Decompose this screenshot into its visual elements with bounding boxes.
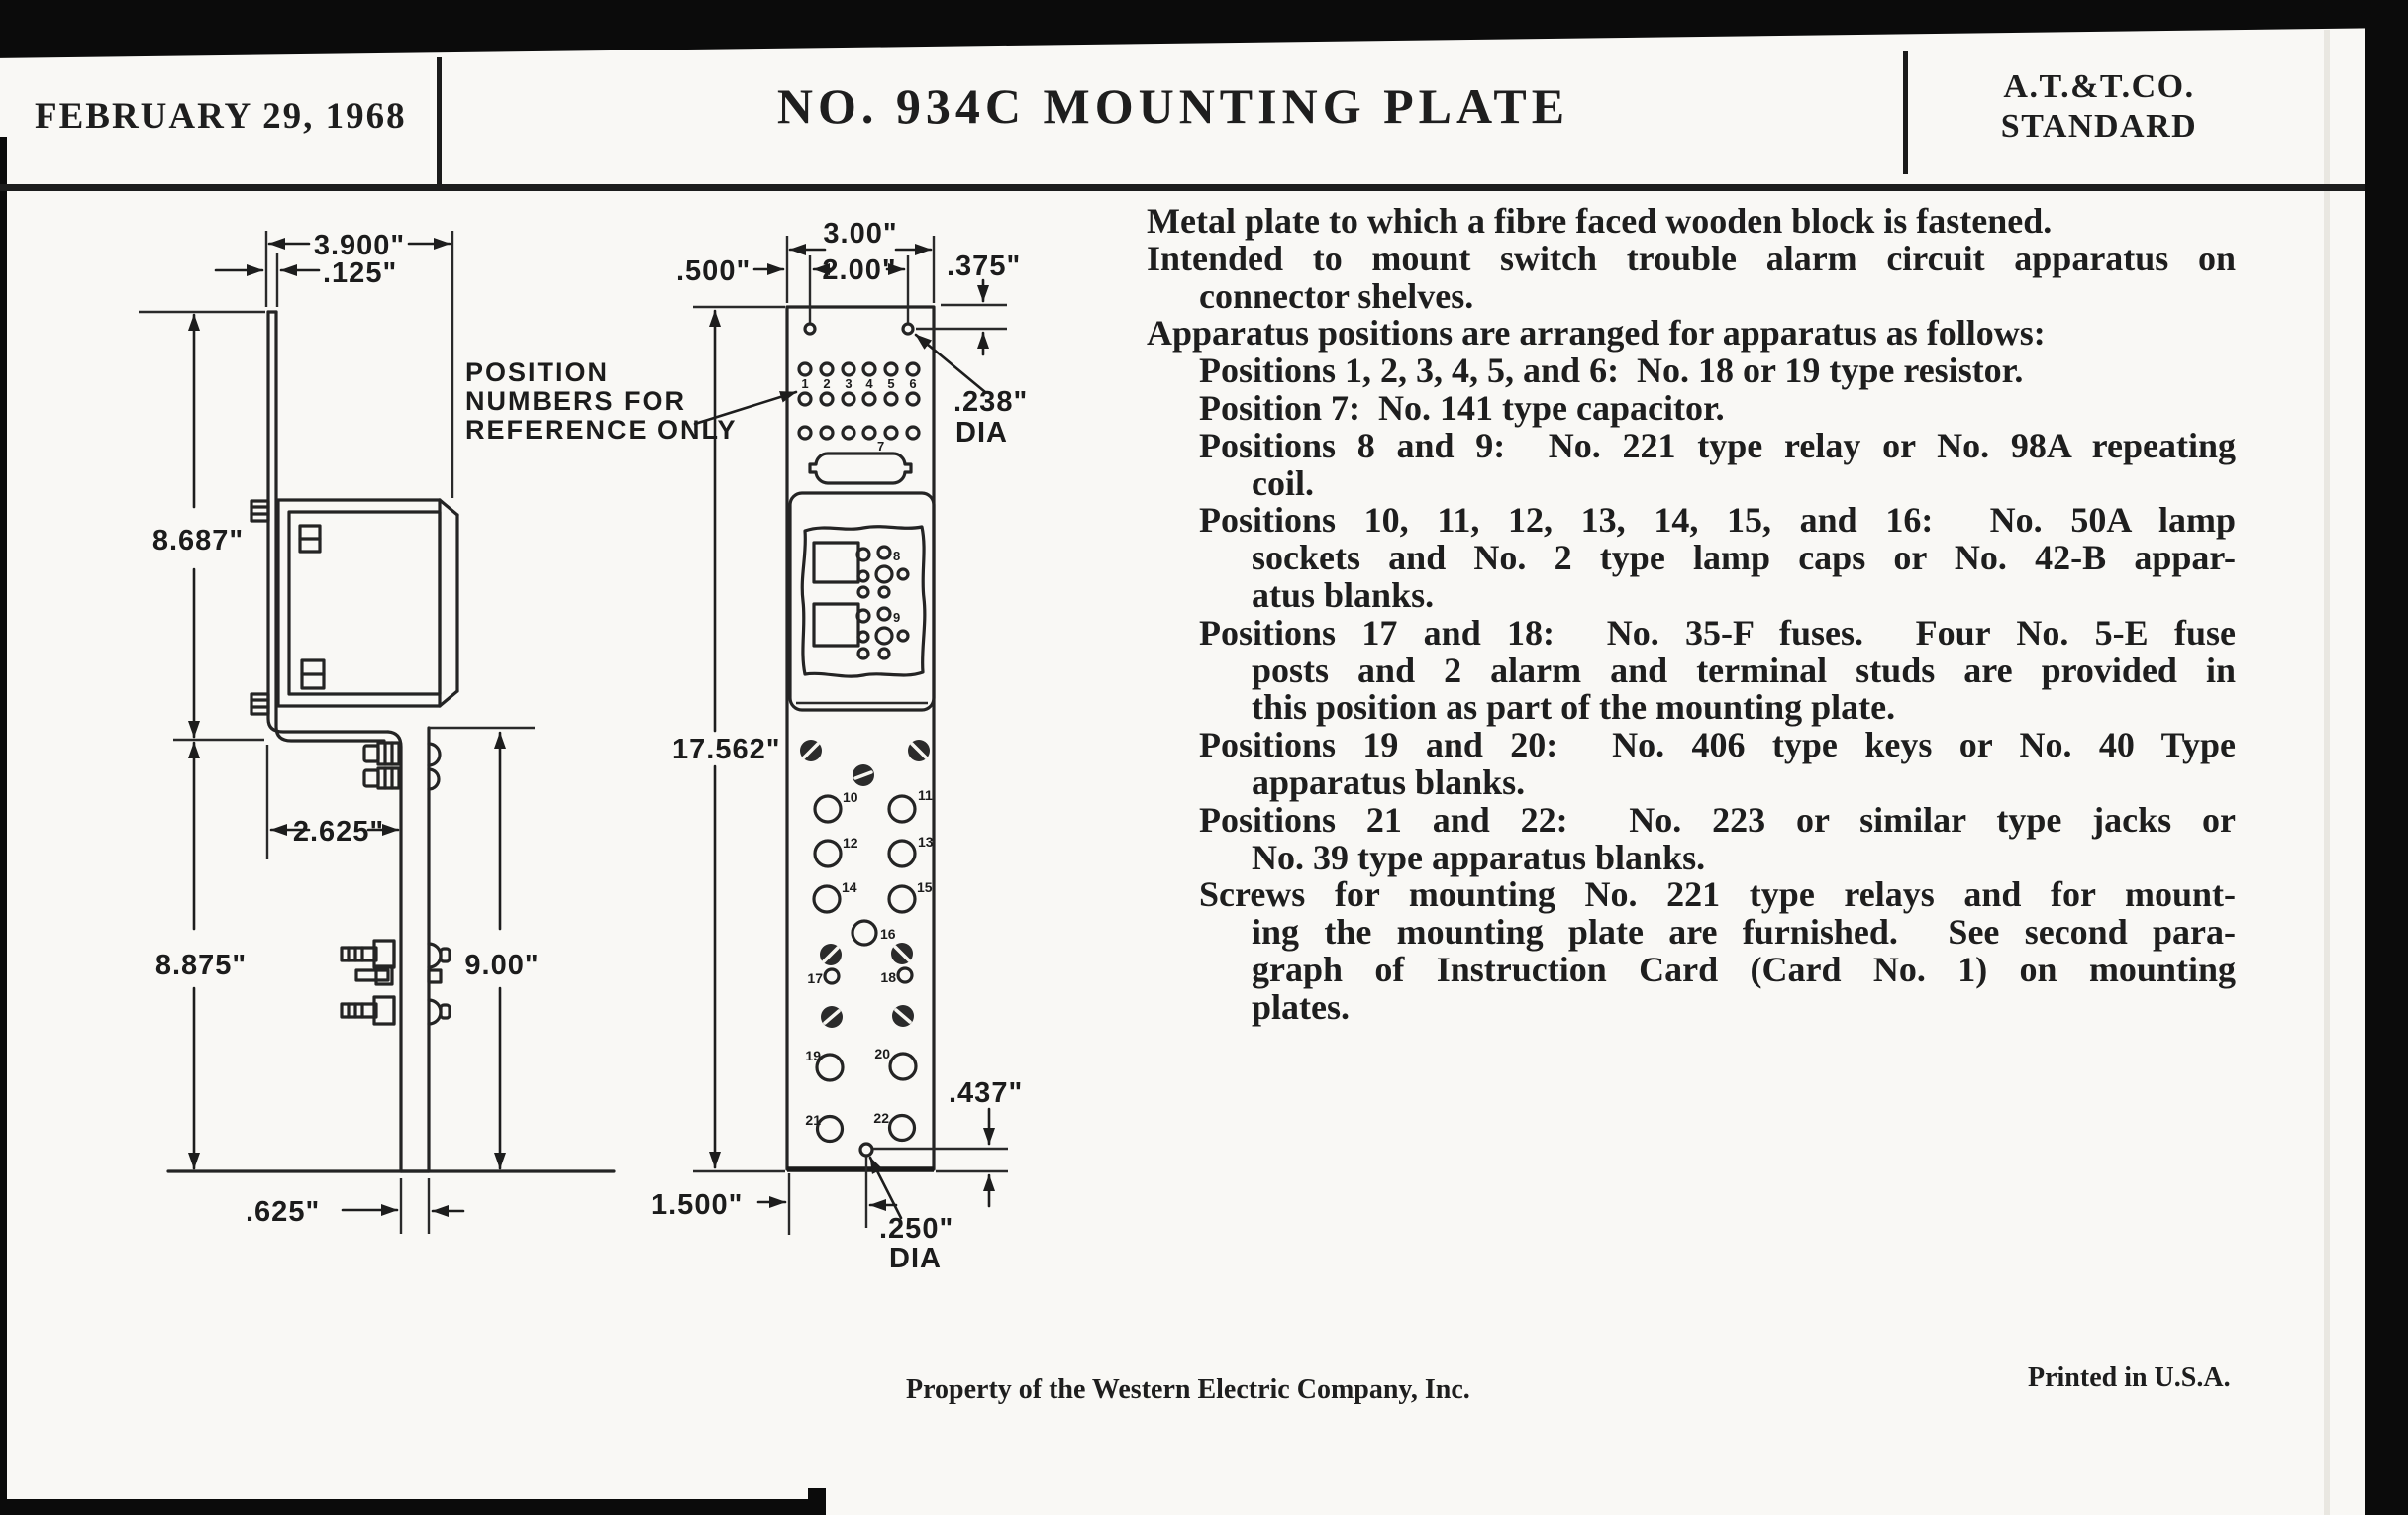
- lamp-socket-positions: [814, 787, 934, 945]
- dim-edge-offset: [676, 255, 783, 287]
- position-label: 4: [865, 376, 873, 391]
- dim-bar-width: [246, 1178, 463, 1234]
- dim-label: 9.00": [464, 950, 540, 981]
- position-label: 15: [917, 879, 933, 895]
- key-positions: [805, 1046, 916, 1080]
- spec-line: Positions 10, 11, 12, 13, 14, 15, and 16: No. 50A lamp: [1199, 500, 2236, 541]
- dim-label: 17.562": [672, 734, 781, 765]
- printed-in-usa: Printed in U.S.A.: [2028, 1363, 2231, 1393]
- bottom-mounting-hole: [860, 1144, 872, 1156]
- position-label: 9: [893, 610, 901, 625]
- dim-lower-height-left: [155, 743, 247, 1168]
- dim-label: 3.900": [313, 230, 406, 261]
- issue-date: FEBRUARY 29, 1968: [35, 96, 407, 137]
- side-block-clips: [300, 526, 324, 688]
- plate-screws-upper: [800, 740, 930, 786]
- capacitor-slot: [810, 439, 911, 483]
- note-line: NUMBERS FOR: [465, 386, 686, 416]
- org-standard: STANDARD: [2000, 108, 2198, 145]
- spec-line: Positions 8 and 9: No. 221 type relay or No. 98A repeating: [1199, 425, 2236, 465]
- relay-position-9: [814, 604, 908, 658]
- position-label: 14: [842, 879, 857, 895]
- position-label: 11: [918, 787, 933, 803]
- dim-label: 8.875": [154, 950, 248, 981]
- jack-positions: [805, 1110, 914, 1142]
- spec-line: Metal plate to which a fibre faced wooden block is fastened.: [1147, 201, 2053, 241]
- spec-line: sockets and No. 2 type lamp caps or No. 42-B appar-: [1252, 538, 2236, 578]
- spec-line: connector shelves.: [1199, 275, 1474, 316]
- dim-bottom-hole-dia: [870, 1158, 953, 1274]
- spec-line: Position 7: No. 141 type capacitor.: [1199, 387, 1725, 428]
- dim-label: 2.00": [822, 254, 897, 286]
- spec-line: Screws for mounting No. 221 type relays and for mount-: [1199, 874, 2236, 915]
- relay-position-8: [814, 543, 908, 597]
- top-mounting-holes: [805, 324, 913, 334]
- spec-line: plates.: [1252, 986, 1350, 1027]
- position-label: 13: [918, 834, 934, 850]
- spec-line: coil.: [1252, 462, 1314, 503]
- page-title: NO. 934C MOUNTING PLATE: [776, 78, 1570, 134]
- dim-label: DIA: [889, 1243, 942, 1274]
- note-line: POSITION: [465, 357, 610, 387]
- dim-label: .437": [949, 1077, 1024, 1109]
- reference-note: [465, 357, 796, 445]
- position-label: 5: [887, 376, 895, 391]
- wood-block: [790, 493, 934, 710]
- resistor-holes: [799, 363, 919, 439]
- dim-label: .250": [879, 1213, 954, 1245]
- spec-line: graph of Instruction Card (Card No. 1) on mounting: [1252, 949, 2236, 989]
- dim-label: 2.625": [292, 816, 385, 848]
- dim-label: 1.500": [652, 1189, 744, 1221]
- position-label: 17: [807, 970, 823, 986]
- spec-line: apparatus blanks.: [1252, 761, 1526, 802]
- position-label: 21: [805, 1112, 821, 1128]
- position-label: 19: [805, 1048, 821, 1063]
- dim-hole-spacing: [810, 254, 908, 323]
- front-view: [465, 218, 1028, 1274]
- position-label: 10: [843, 789, 858, 805]
- position-label: 8: [893, 549, 901, 563]
- dim-label: 3.00": [823, 218, 898, 250]
- property-notice: Property of the Western Electric Company, Inc.: [906, 1374, 1470, 1405]
- side-block-bolts: [251, 501, 268, 714]
- spec-line: Positions 1, 2, 3, 4, 5, and 6: No. 18 or 19 type resistor.: [1199, 351, 2024, 391]
- dim-label: .125": [323, 257, 398, 289]
- position-label: 20: [874, 1046, 890, 1061]
- dim-bottom-offset: [873, 1077, 1023, 1206]
- position-label: 6: [909, 376, 917, 391]
- position-label: 18: [880, 969, 896, 985]
- spec-line: Positions 17 and 18: No. 35-F fuses. Four No. 5-E fuse: [1199, 612, 2236, 653]
- fuse-area: [807, 943, 914, 1028]
- dim-plate-thickness: [216, 252, 397, 307]
- dim-label: DIA: [955, 417, 1008, 449]
- dim-label: 8.687": [151, 525, 245, 556]
- position-label: 2: [823, 376, 831, 391]
- spec-line: Apparatus positions are arranged for apparatus as follows:: [1147, 313, 2046, 354]
- position-label: 12: [843, 835, 858, 851]
- position-label: 16: [880, 926, 896, 942]
- spec-line: Intended to mount switch trouble alarm circuit apparatus on: [1147, 238, 2236, 278]
- dim-label: .375": [947, 251, 1022, 282]
- spec-line: Positions 19 and 20: No. 406 type keys or No. 40 Type: [1199, 725, 2236, 765]
- position-label: 22: [873, 1110, 889, 1126]
- spec-line: ing the mounting plate are furnished. See second para-: [1252, 912, 2236, 953]
- dim-label: .238": [953, 386, 1029, 418]
- dim-label: .500": [676, 255, 752, 287]
- spec-line: this position as part of the mounting plate.: [1252, 687, 1896, 728]
- dim-label: .625": [246, 1196, 321, 1228]
- side-terminal-studs: [342, 941, 450, 1024]
- position-label: 1: [801, 376, 809, 391]
- org-name: A.T.&T.CO.: [2003, 68, 2195, 105]
- spec-line: posts and 2 alarm and terminal studs are provided in: [1252, 650, 2236, 690]
- side-plate-profile: [268, 312, 429, 1171]
- spec-line: Positions 21 and 22: No. 223 or similar type jacks or: [1199, 799, 2236, 840]
- position-label: 3: [845, 376, 853, 391]
- spec-line: atus blanks.: [1252, 574, 1435, 615]
- dim-upper-height: [139, 312, 265, 740]
- note-line: REFERENCE ONLY: [465, 415, 738, 445]
- position-label: 7: [877, 439, 885, 454]
- spec-line: No. 39 type apparatus blanks.: [1252, 837, 1706, 877]
- dim-top-offset: [916, 251, 1021, 354]
